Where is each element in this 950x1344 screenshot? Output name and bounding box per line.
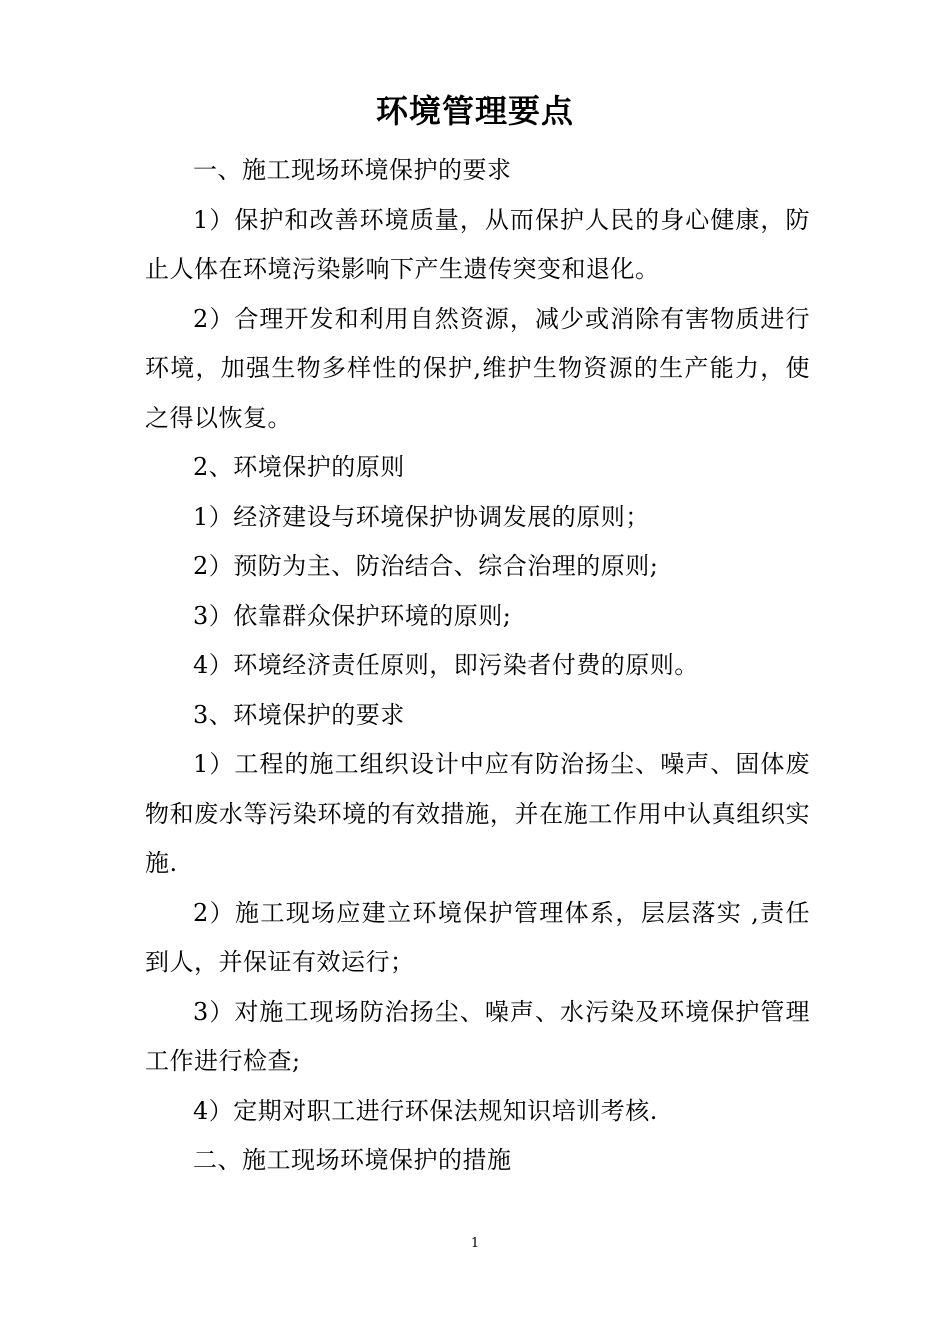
document-title: 环境管理要点 (375, 92, 574, 130)
section-heading-2: 2、环境保护的原则 (193, 453, 405, 481)
paragraph: 4）环境经济责任原则，即污染者付费的原则。 (193, 651, 699, 679)
section-heading-4: 二、施工现场环境保护的措施 (193, 1146, 512, 1174)
section-heading-3: 3、环境保护的要求 (193, 700, 405, 729)
paragraph: 1）工程的施工组织设计中应有防治扬尘、噪声、固体废物和废水等污染环境的有效措施，并在施工作用中认真组织实施. (145, 750, 810, 877)
paragraph: 2）预防为主、防治结合、综合治理的原则; (193, 552, 659, 580)
page-number: 1 (470, 1236, 480, 1251)
section-heading-1: 一、施工现场环境保护的要求 (193, 156, 512, 184)
paragraph: 1）经济建设与环境保护协调发展的原则； (193, 502, 650, 531)
paragraph: 3）对施工现场防治扬尘、噪声、水污染及环境保护管理工作进行检查; (145, 997, 810, 1075)
document-body (145, 146, 810, 1186)
paragraph: 2）施工现场应建立环境保护管理体系，层层落实 ,责任到人，并保证有效运行； (145, 898, 810, 976)
paragraph: 1）保护和改善环境质量，从而保护人民的身心健康，防止人体在环境污染影响下产生遗传突变和退化。 (145, 205, 810, 283)
paragraph: 2）合理开发和利用自然资源，减少或消除有害物质进行环境，加强生物多样性的保护,维护生物资源的生产能力，使之得以恢复。 (145, 304, 810, 432)
paragraph: 3）依靠群众保护环境的原则; (193, 601, 512, 630)
paragraph: 4）定期对职工进行环保法规知识培训考核. (193, 1096, 658, 1125)
